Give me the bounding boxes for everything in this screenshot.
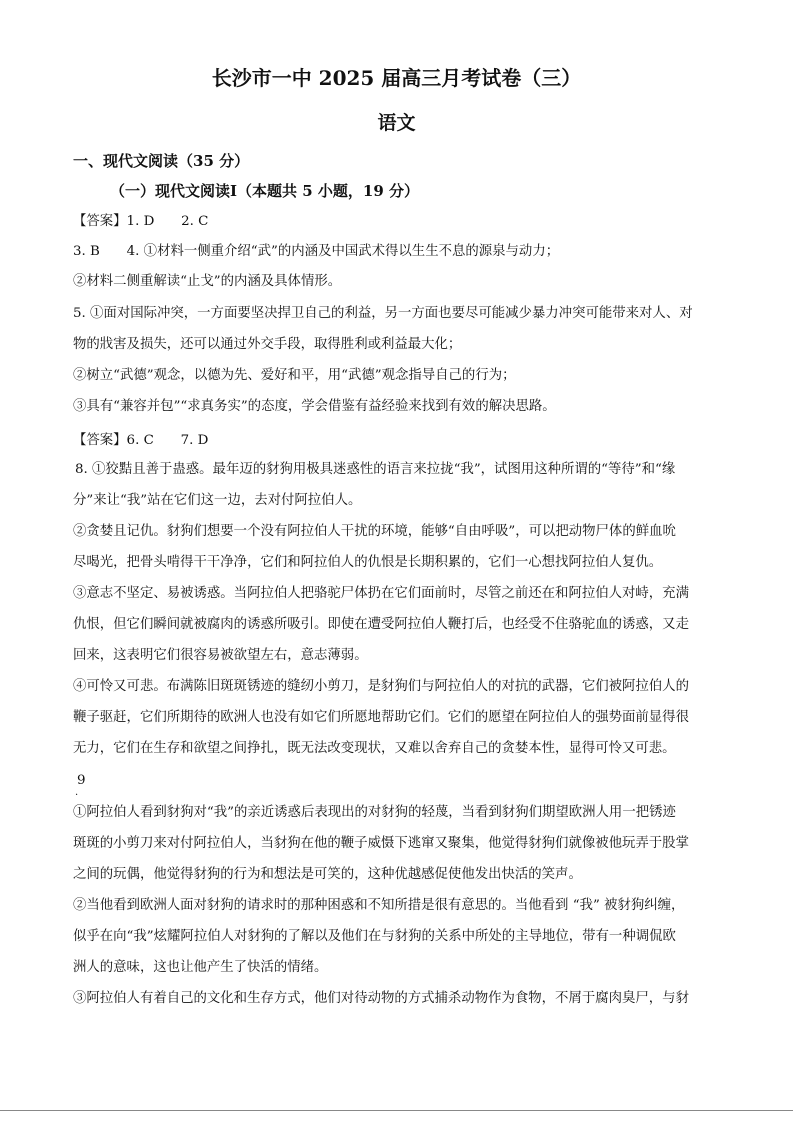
answer-line: 物的戕害及损失，还可以通过外交手段，取得胜利或利益最大化；	[73, 337, 462, 352]
answer-line: 分”来让“我”站在它们这一边，去对付阿拉伯人。	[73, 493, 362, 508]
answer-line: ①阿拉伯人看到豺狗对“我”的亲近诱惑后表现出的对豺狗的轻蔑，当看到豺狗们期望欧洲人用一把锈迹	[73, 805, 676, 820]
answer-line: 鞭子驱赶，它们所期待的欧洲人也没有如它们所愿地帮助它们。它们的愿望在阿拉伯人的强势面前显得很	[73, 710, 689, 725]
answer-line: ②贪婪且记仇。豺狗们想要一个没有阿拉伯人干扰的环境，能够“自由呼吸”，可以把动物尸体的鲜血吮	[73, 524, 676, 539]
section-heading-modern-reading: 一、现代文阅读（35 分）	[73, 152, 250, 170]
answer-line: ③具有“兼容并包”“求真务实”的态度，学会借鉴有益经验来找到有效的解决思路。	[73, 399, 556, 414]
answer-line: ④可怜又可悲。布满陈旧斑斑锈迹的缝纫小剪刀，是豺狗们与阿拉伯人的对抗的武器，它们被阿拉伯人的	[73, 679, 689, 694]
answer-line: 仇恨，但它们瞬间就被腐肉的诱惑所吸引。即使在遭受阿拉伯人鞭打后，也经受不住骆驼血的诱惑，又走	[73, 617, 689, 632]
question-number: 9	[77, 773, 86, 788]
answer-line: 无力，它们在生存和欲望之间挣扎，既无法改变现状，又难以舍弃自己的贪婪本性，显得可怜又可悲。	[73, 741, 676, 756]
subject-heading: 语文	[377, 112, 416, 134]
answer-line: ②当他看到欧洲人面对豺狗的请求时的那种困惑和不知所措是很有意思的。当他看到 “我” 被豺狗纠缠，	[73, 898, 685, 913]
document-title: 长沙市一中 2025 届高三月考试卷（三）	[211, 66, 582, 90]
page-bottom-rule	[0, 1110, 793, 1111]
answer-line: 8. ①狡黠且善于蛊惑。最年迈的豺狗用极具迷惑性的语言来拉拢“我”，试图用这种所谓的“等待”和“缘	[75, 462, 676, 477]
answer-line: 回来，这表明它们很容易被欲望左右，意志薄弱。	[73, 648, 368, 663]
answer-line: 5. ①面对国际冲突，一方面要坚决捍卫自己的利益，另一方面也要尽可能减少暴力冲突可能带来对人、对	[73, 306, 693, 321]
answer-line: 洲人的意味，这也让他产生了快活的情绪。	[73, 960, 328, 975]
answer-line: 斑斑的小剪刀来对付阿拉伯人，当豺狗在他的鞭子威慑下逃窜又聚集，他觉得豺狗们就像被他玩弄于股掌	[73, 836, 689, 851]
answer-line: 似乎在向“我”炫耀阿拉伯人对豺狗的了解以及他们在与豺狗的关系中所处的主导地位，带有一种调侃欧	[73, 929, 676, 944]
answer-line: 尽喝光，把骨头啃得干干净净，它们和阿拉伯人的仇恨是长期积累的，它们一心想找阿拉伯人复仇。	[73, 555, 663, 570]
answer-line: 3. B 4. ①材料一侧重介绍“武”的内涵及中国武术得以生生不息的源泉与动力；	[73, 244, 560, 259]
answer-line: 【答案】6. C 7. D	[73, 433, 209, 448]
answer-line: 【答案】1. D 2. C	[73, 214, 209, 229]
answer-line: ③意志不坚定、易被诱惑。当阿拉伯人把骆驼尸体扔在它们面前时，尽管之前还在和阿拉伯人对峙，充满	[73, 586, 689, 601]
subsection-heading-reading-1: （一）现代文阅读Ⅰ（本题共 5 小题，19 分）	[110, 182, 419, 200]
answer-line: ②树立“武德”观念，以德为先、爱好和平，用“武德”观念指导自己的行为；	[73, 368, 516, 383]
stray-dot: .	[75, 787, 79, 798]
answer-line: 之间的玩偶，他觉得豺狗的行为和想法是可笑的，这种优越感促使他发出快活的笑声。	[73, 867, 582, 882]
answer-line: ②材料二侧重解读“止戈”的内涵及具体情形。	[73, 274, 342, 289]
answer-line: ③阿拉伯人有着自己的文化和生存方式，他们对待动物的方式捕杀动物作为食物，不屑于腐肉臭尸，与豺	[73, 991, 689, 1006]
